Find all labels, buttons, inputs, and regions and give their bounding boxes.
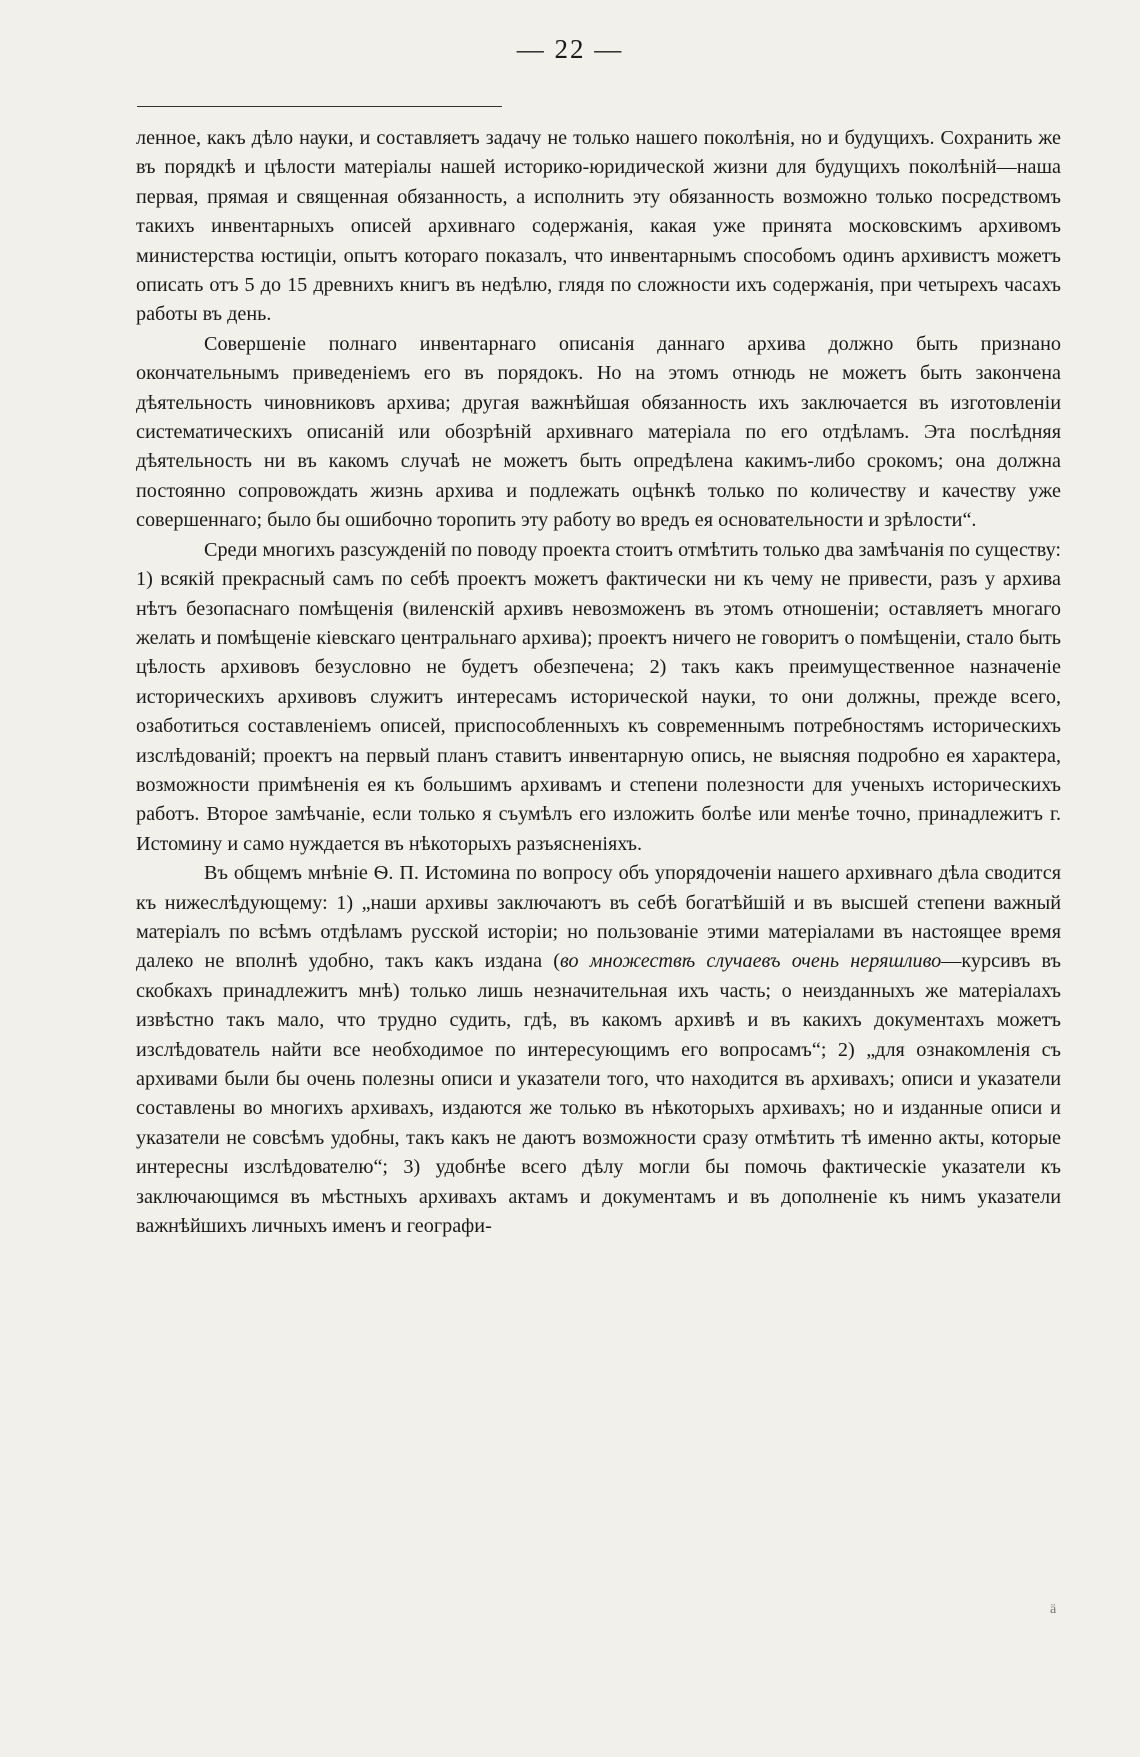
page-number: — 22 — [516,34,624,64]
body-text [136,124,1061,1241]
paragraph-2: Совершеніе полнаго инвентарнаго описанія даннаго архива должно быть признано окончательнымъ приведеніемъ его въ порядокъ. Но на этомъ отнюдь не можетъ быть закончена дѣятельность чиновниковъ архива; другая важнѣйшая обязанность ихъ заключается въ изготовленіи систематическихъ описаній или обозрѣній архивнаго матеріала по его отдѣламъ. Эта послѣдняя дѣятельность ни въ какомъ случаѣ не можетъ быть опредѣлена какимъ-либо срокомъ; она должна постоянно сопровождать жизнь архива и подлежать оцѣнкѣ только по количеству и качеству уже совершеннаго; было бы ошибочно торопить эту работу во вредъ ея основательности и зрѣлости“. [136,332,1061,532]
paragraph-1: ленное, какъ дѣло науки, и составляетъ задачу не только нашего поколѣнія, но и будущихъ. Сохранить же въ порядкѣ и цѣлости матеріалы нашей историко-юридической жизни для будущихъ поколѣній—наша первая, прямая и священная обязанность, а исполнить эту обязанность возможно только посредствомъ такихъ инвентарныхъ описей архивнаго содержанія, какая уже принята московскимъ архивомъ министерства юстиціи, опытъ котораго показалъ, что инвентарнымъ способомъ одинъ архивистъ можетъ описать отъ 5 до 15 древнихъ книгъ въ недѣлю, глядя по сложности ихъ содержанія, при четырехъ часахъ работы въ день. [136,127,1061,326]
paragraph-4-italic-phrase: во множествѣ случаевъ очень неряшливо [559,950,942,973]
paragraph-3: Среди многихъ разсужденій по поводу проекта стоитъ отмѣтить только два замѣчанія по существу: 1) всякій прекрасный самъ по себѣ проектъ можетъ фактически ни къ чему не привести, разъ у архива нѣтъ безопаснаго помѣщенія (виленскій архивъ невозможенъ въ этомъ отношеніи; оставляетъ многаго желать и помѣщеніе кіевскаго центральнаго архива); проектъ ничего не говоритъ о помѣщеніи, стало быть цѣлость архивовъ безусловно не будетъ обезпечена; 2) такъ какъ преимущественное назначеніе историческихъ архивовъ служитъ интересамъ исторической науки, то они должны, прежде всего, озаботиться составленіемъ описей, приспособленныхъ къ современнымъ потребностямъ историческихъ изслѣдованій; проектъ на первый планъ ставитъ инвентарную опись, не выясняя подробно ея характера, возможности примѣненія ея къ большимъ архивамъ и степени полезности для ученыхъ историческихъ работъ. Второе замѣчаніе, если только я съумѣлъ его изложить болѣе или менѣе точно, принадлежитъ г. Истомину и само нуждается въ нѣкоторыхъ разъясненіяхъ. [136,538,1061,855]
paragraph-4-text-end: —курсивъ въ скобкахъ принадлежитъ мнѣ) только лишь незначительная ихъ часть; о неизданныхъ же матеріалахъ извѣстно такъ мало, что трудно судить, гдѣ, въ какомъ архивѣ и въ какихъ документахъ можетъ изслѣдователь найти все необходимое по интересующимъ его вопросамъ“; 2) „для ознакомленія съ архивами были бы очень полезны описи и указатели того, что находится въ архивахъ; описи и указатели составлены во многихъ архивахъ, издаются же только въ нѣкоторыхъ архивахъ; но и изданные описи и указатели не совсѣмъ удобны, такъ какъ не даютъ возможности сразу отмѣтить тѣ именно акты, которые интересны изслѣдователю“; 3) удобнѣе всего дѣлу могли бы помочь фактическіе указатели къ заключающимся въ мѣстныхъ архивахъ актамъ и документамъ и въ дополненіе къ нимъ указатели важнѣйшихъ личныхъ именъ и географи- [136,950,1061,1238]
margin-mark: ä [1050,1602,1057,1617]
top-rule-divider [137,106,502,107]
paragraph-4-text-start: Въ общемъ мнѣніе Ѳ. П. Истомина по вопросу объ упорядоченіи нашего архивнаго дѣла сводится къ нижеслѣдующему: 1) „наши архивы заключаютъ въ себѣ богатѣйшій и въ высшей степени важный матеріалъ по всѣмъ отдѣламъ русской исторіи; но пользованіе этими матеріалами въ настоящее время далеко не вполнѣ удобно, такъ какъ издана ( [136,862,1061,973]
paragraph-4 [136,859,1061,1241]
